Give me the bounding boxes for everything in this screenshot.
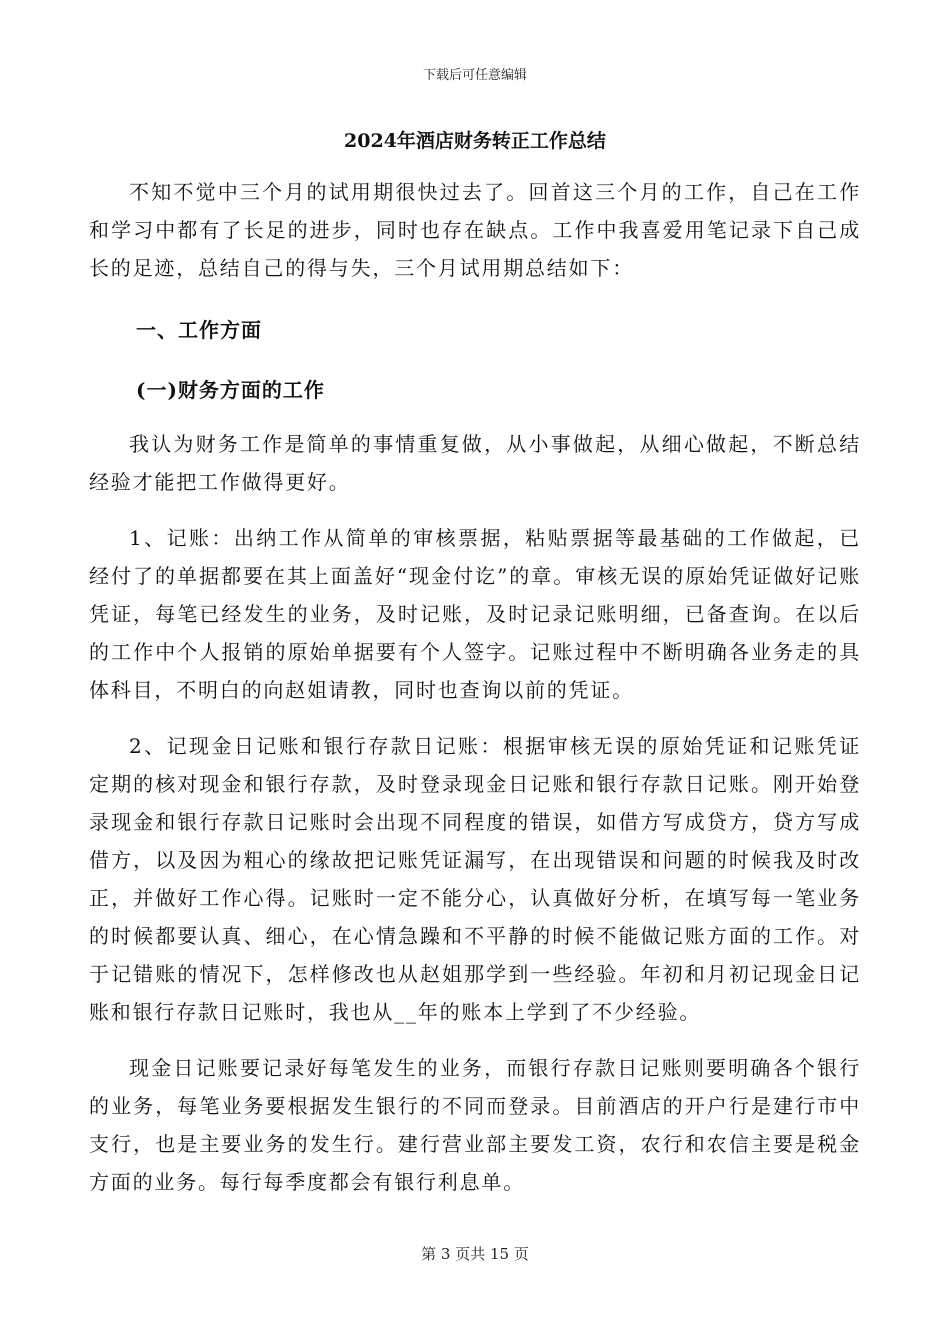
paragraph: 现金日记账要记录好每笔发生的业务，而银行存款日记账则要明确各个银行的业务，每笔业务要根据发生银行的不同而登录。目前酒店的开户行是建行市中支行，也是主要业务的发生行。建行营业部主要发工资，农行和农信主要是税金方面的业务。每行每季度都会有银行利息单。 (89, 1056, 861, 1194)
intro-paragraph: 不知不觉中三个月的试用期很快过去了。回首这三个月的工作，自己在工作和学习中都有了长足的进步，同时也存在缺点。工作中我喜爱用笔记录下自己成长的足迹，总结自己的得与失，三个月试用期总结如下： (89, 180, 861, 280)
page-number: 第 3 页共 15 页 (421, 1245, 529, 1263)
document-title: 2024年酒店财务转正工作总结 (344, 130, 606, 152)
paragraph: 2、记现金日记账和银行存款日记账：根据审核无误的原始凭证和记账凭证定期的核对现金和银行存款，及时登录现金日记账和银行存款日记账。刚开始登录现金和银行存款日记账时会出现不同程度的错误，如借方写成贷方，贷方写成借方，以及因为粗心的缘故把记账凭证漏写，在出现错误和问题的时候我及时改正，并做好工作心得。记账时一定不能分心，认真做好分析，在填写每一笔业务的时候都要认真、细心，在心情急躁和不平静的时候不能做记账方面的工作。对于记错账的情况下，怎样修改也从赵姐那学到一些经验。年初和月初记现金日记账和银行存款日记账时，我也从__年的账本上学到了不少经验。 (89, 734, 861, 1024)
paragraph: 我认为财务工作是简单的事情重复做，从小事做起，从细心做起，不断总结经验才能把工作做得更好。 (89, 432, 861, 494)
page-header: 下载后可任意编辑 (422, 68, 527, 83)
content-block (89, 425, 861, 1219)
intro-block (89, 173, 861, 305)
subsection-heading: (一)财务方面的工作 (136, 378, 325, 402)
paragraph: 1、记账：出纳工作从简单的审核票据，粘贴票据等最基础的工作做起，已经付了的单据都要在其上面盖好“现金付讫”的章。审核无误的原始凭证做好记账凭证，每笔已经发生的业务，及时记账，及时记录记账明细，已备查询。在以后的工作中个人报销的原始单据要有个人签字。记账过程中不断明确各业务走的具体科目，不明白的向赵姐请教，同时也查询以前的凭证。 (89, 526, 861, 702)
section-heading: 一、工作方面 (136, 318, 262, 342)
